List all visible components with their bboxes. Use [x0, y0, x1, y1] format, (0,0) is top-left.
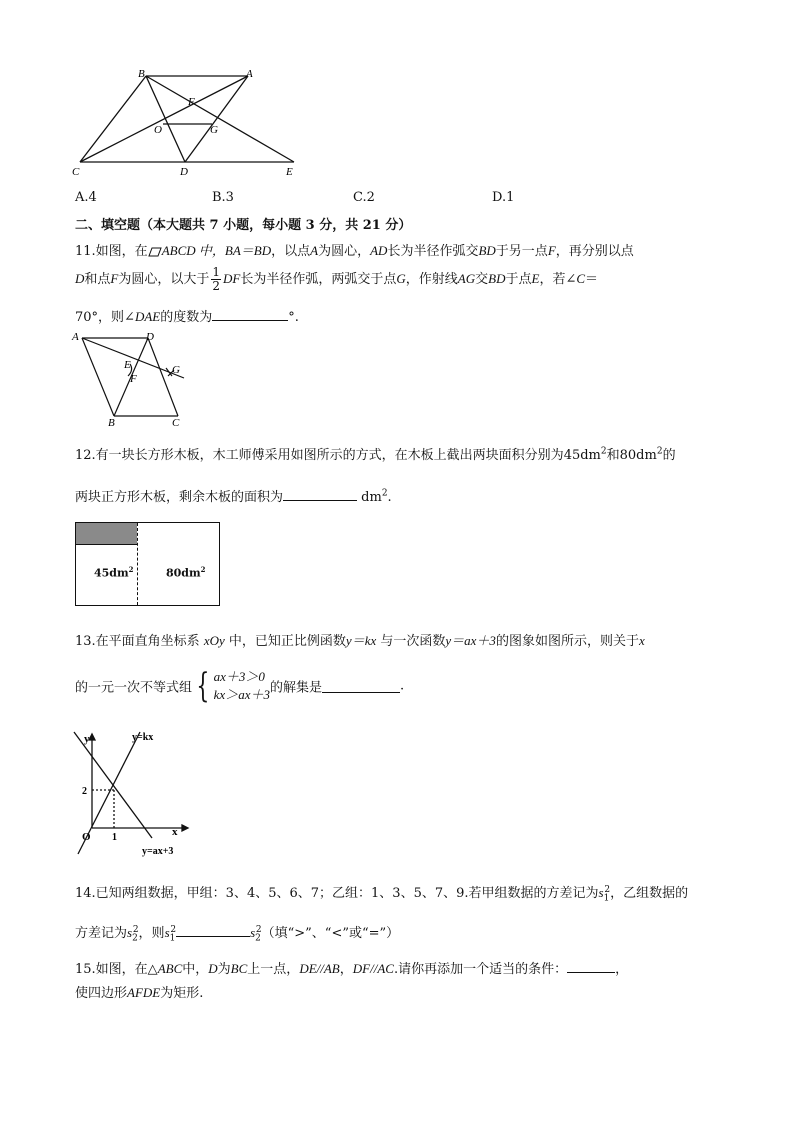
q11-text: D — [75, 271, 85, 286]
q11-fig-label-e: E — [124, 359, 131, 371]
q15-text: .请你再添加一个适当的条件： — [393, 962, 568, 977]
q11-text: ＝ — [585, 272, 599, 287]
fig-label-d: D — [180, 166, 188, 178]
q14-text: ，则 — [138, 926, 165, 941]
q12-text: dm — [361, 490, 382, 505]
q11-text: 于点 — [505, 272, 532, 287]
q12-text: 80dm — [619, 448, 657, 463]
q11-text: BD — [478, 243, 496, 258]
q11-text: E — [531, 271, 540, 286]
q14-text: s — [164, 925, 170, 940]
q11-text: 长为半径作弧，两弧交于点 — [240, 272, 397, 287]
option-b: B.3 — [212, 190, 234, 205]
superscript: 2 — [132, 924, 139, 935]
subscript: 2 — [255, 933, 261, 944]
fig-label-a: A — [246, 68, 253, 80]
q14-text: 方差记为 — [75, 926, 128, 941]
q11-line1 — [75, 240, 634, 259]
q15-line1 — [75, 958, 628, 977]
q11-text: C — [576, 271, 586, 286]
answer-blank[interactable] — [567, 960, 615, 973]
q13-text: xOy — [203, 633, 225, 648]
q10-figure — [68, 66, 308, 182]
q13-text: 与一次函数 — [380, 634, 446, 649]
q14-text: s — [127, 925, 133, 940]
q15-text: 上一点， — [247, 962, 300, 977]
q14-text: 14.已知两组数据，甲组：3、4、5、6、7；乙组：1、3、5、7、9.若甲组数据的方差记为 — [75, 886, 599, 901]
q12-leftover-strip — [76, 523, 137, 545]
answer-blank[interactable] — [283, 488, 357, 501]
q11-fig-label-a: A — [72, 331, 79, 343]
subscript: 2 — [132, 933, 138, 944]
superscript: 2 — [170, 924, 177, 935]
q15-text: ABC — [157, 961, 183, 976]
q11-text: BA＝BD — [224, 243, 272, 258]
answer-blank[interactable] — [212, 308, 288, 321]
q15-text: 15.如图，在△ — [75, 962, 158, 977]
q11-text: ABCD 中， — [161, 243, 225, 258]
q12-box2-label: $80dm^2$ — [166, 565, 206, 580]
superscript: 2 — [656, 446, 663, 457]
graph-origin: O — [82, 831, 91, 843]
q15-text: 为 — [217, 962, 231, 977]
q14-text: s — [598, 885, 604, 900]
q11-text: °. — [288, 310, 299, 325]
q11-text: 和点 — [84, 272, 111, 287]
q11-text: BD — [488, 271, 506, 286]
graph-x-label: x — [172, 826, 178, 838]
q11-text: 交 — [475, 272, 489, 287]
q13-text: . — [399, 678, 405, 694]
fraction-half: $\frac{1}{2}$ — [212, 265, 221, 293]
subscript: 1 — [169, 933, 176, 944]
q11-text: AD — [370, 243, 388, 258]
answer-blank[interactable] — [176, 924, 250, 937]
q15-text: 为矩形. — [160, 986, 204, 1001]
q11-text: ，作射线 — [405, 272, 458, 287]
q14-text: ，乙组数据的 — [610, 886, 689, 901]
q11-text: G — [396, 271, 406, 286]
q15-text: 使四边形 — [75, 986, 128, 1001]
q13-text: 的图象如图所示，则关于 — [495, 634, 639, 649]
q11-text: 于另一点 — [495, 244, 548, 259]
q11-text: 70°，则∠ — [75, 310, 135, 325]
q15-line2 — [75, 982, 203, 1001]
q15-text: ， — [339, 962, 353, 977]
q15-text: ， — [615, 962, 629, 977]
superscript: 2 — [600, 446, 607, 457]
superscript: 2 — [255, 924, 262, 935]
q11-text: 11.如图，在 — [75, 244, 148, 259]
q13-line1 — [75, 630, 645, 649]
graph-tick-y: 2 — [82, 786, 87, 797]
q11-fig-label-f: F — [130, 373, 137, 385]
q15-text: DE//AB — [299, 961, 340, 976]
fig-label-f: F — [188, 96, 195, 108]
fig-label-c: C — [72, 166, 80, 178]
q11-fig-label-d: D — [146, 331, 154, 343]
q12-text: 的 — [662, 448, 676, 463]
superscript: 2 — [381, 488, 388, 499]
answer-blank[interactable] — [322, 680, 400, 693]
q13-line2 — [75, 668, 404, 704]
q12-board — [75, 522, 220, 606]
q11-line2 — [75, 266, 598, 293]
q12-divider — [137, 523, 138, 605]
q11-text: A — [310, 243, 319, 258]
q15-text: D — [208, 961, 218, 976]
fig-label-g: G — [210, 124, 218, 136]
q11-text: 为圆心， — [318, 244, 371, 259]
q11-line3 — [75, 306, 299, 325]
q11-text: 长为半径作弧交 — [387, 244, 479, 259]
q12-line2 — [75, 486, 392, 505]
brace: { — [196, 666, 210, 706]
q15-text: AFDE — [127, 985, 161, 1000]
q14-line2 — [75, 922, 399, 944]
q11-text: ，若∠ — [539, 272, 577, 287]
q11-fig-label-c: C — [172, 417, 180, 428]
q11-text: DF — [223, 271, 241, 286]
q11-text: DAE — [134, 309, 161, 324]
section-heading: 二、填空题（本大题共 7 小题，每小题 3 分，共 21 分） — [75, 218, 412, 233]
q11-text: 为圆心，以大于 — [118, 272, 210, 287]
q11-text: ，再分别以点 — [555, 244, 634, 259]
q13-text: 的一元一次不等式组 — [75, 680, 193, 696]
q11-fig-label-b: B — [108, 417, 115, 428]
q13-text: 13.在平面直角坐标系 — [75, 634, 200, 649]
fig-label-e: E — [286, 166, 293, 178]
option-a: A.4 — [75, 190, 97, 205]
inequality-system: ax＋3＞0 kx＞ax＋3 — [213, 669, 270, 702]
q13-text: 中，已知正比例函数 — [228, 634, 346, 649]
q11-text: 的度数为 — [160, 310, 213, 325]
q15-text: DF//AC — [352, 961, 394, 976]
graph-y-label: y — [84, 733, 90, 745]
q12-text: 和 — [606, 448, 620, 463]
q13-text: x — [638, 633, 645, 648]
q12-text: 两块正方形木板，剩余木板的面积为 — [75, 490, 284, 505]
graph-tick-x: 1 — [112, 832, 117, 843]
fig-label-b: B — [138, 68, 145, 80]
graph-line-ax3-label: y=ax+3 — [142, 846, 174, 857]
q11-text: AG — [457, 271, 476, 286]
q12-text: 12.有一块长方形木板，木工师傅采用如图所示的方式，在木板上截出两块面积分别为 — [75, 448, 564, 463]
q11-text: ，以点 — [271, 244, 311, 259]
option-d: D.1 — [492, 190, 515, 205]
q12-text: 45dm — [563, 448, 601, 463]
q15-text: 中， — [182, 962, 209, 977]
q14-text: s — [250, 925, 256, 940]
q13-text: y＝kx — [345, 633, 377, 648]
q11-text: F — [110, 271, 119, 286]
option-c: C.2 — [353, 190, 375, 205]
graph-line-kx-label: y=kx — [132, 732, 154, 743]
q15-text: BC — [230, 961, 248, 976]
q12-box1-label: $45dm^2$ — [94, 565, 134, 580]
superscript: 2 — [604, 884, 611, 895]
subscript: 1 — [603, 893, 610, 904]
q11-text: F — [547, 243, 556, 258]
fig-label-o: O — [154, 124, 162, 136]
q12-text: . — [387, 490, 392, 505]
q11-fig-label-g: G — [172, 364, 180, 376]
q13-text: 的解集是 — [269, 680, 322, 696]
q12-line1 — [75, 444, 676, 463]
q14-text: （填“>”、“<”或“=”） — [261, 926, 400, 941]
parallelogram-icon — [148, 247, 162, 257]
q11-figure — [68, 328, 198, 428]
q13-text: y＝ax＋3 — [445, 633, 496, 648]
q13-graph — [70, 728, 200, 858]
q14-line1 — [75, 882, 688, 904]
